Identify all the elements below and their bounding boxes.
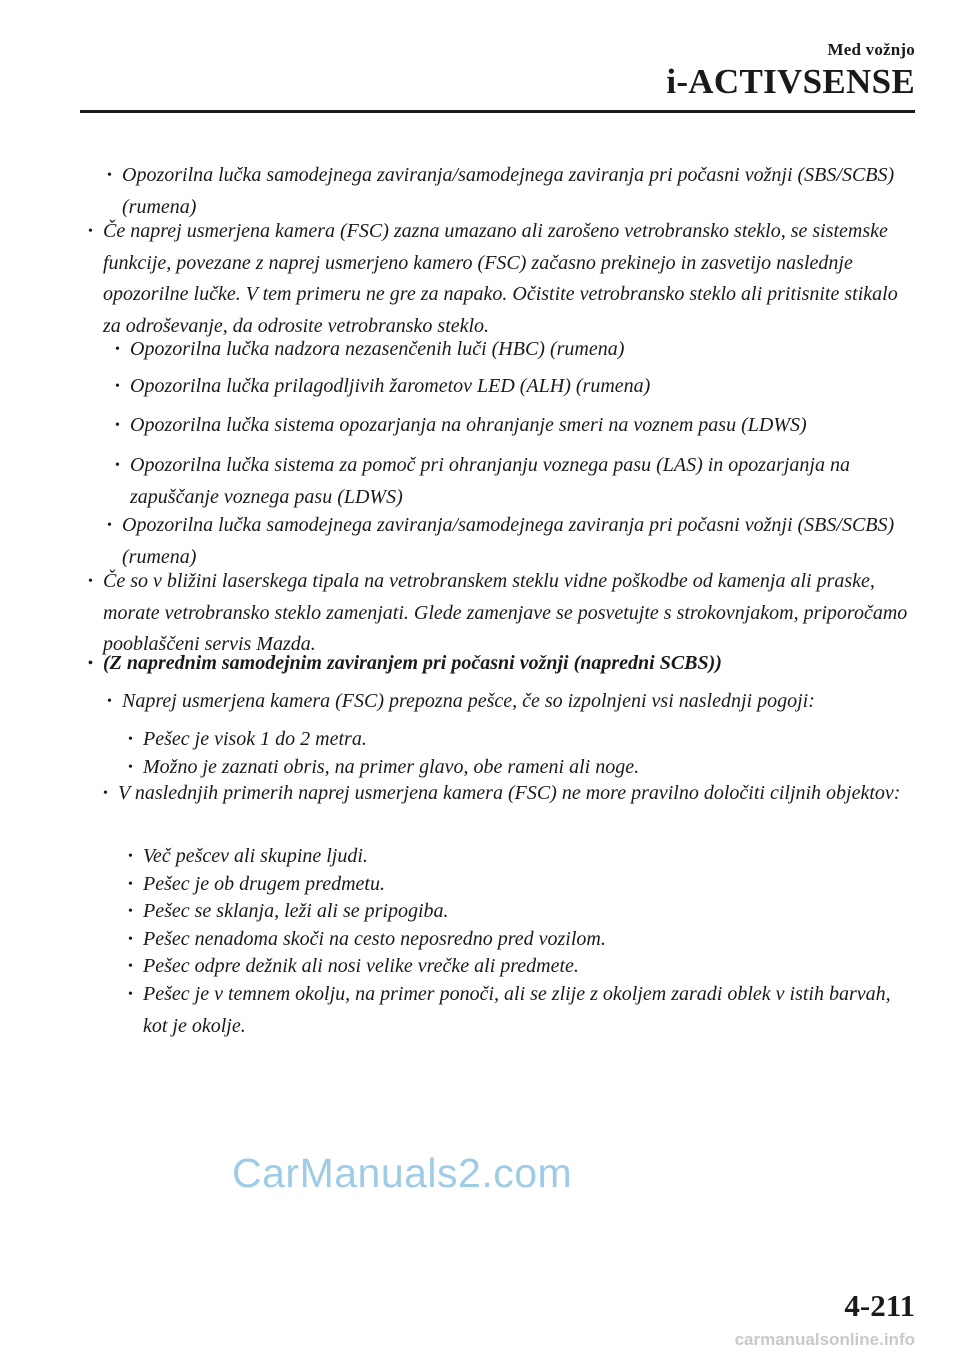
list-item-text: Pešec se sklanja, leži ali se pripogiba. [143,900,449,922]
watermark: CarManuals2.com [232,1150,573,1196]
list-item [107,510,912,573]
list-item-text: Pešec je v temnem okolju, na primer ponoči, ali se zlije z okoljem zaradi oblek v istih barvah, kot je okolje. [143,983,891,1037]
bullet-icon: • [128,877,133,892]
bullet-icon: • [128,732,133,747]
list-item [128,896,913,928]
list-item-text: Pešec je ob drugem predmetu. [143,873,385,895]
section-label: Med vožnjo [827,40,915,59]
bullet-icon: • [107,694,112,709]
list-item [128,841,913,873]
list-item-text: (Z naprednim samodejnim zaviranjem pri počasni vožnji (napredni SCBS)) [103,652,722,674]
list-item [115,410,910,442]
bullet-icon: • [128,760,133,775]
list-item [115,334,910,366]
list-item-text: Opozorilna lučka samodejnega zaviranja/samodejnega zaviranja pri počasni vožnji (SBS/SCBS) (rumena) [122,514,895,568]
bullet-icon: • [88,224,93,239]
bullet-icon: • [88,656,93,671]
bullet-icon: • [103,786,108,801]
list-item [115,450,910,513]
list-item-text: Opozorilna lučka prilagodljivih žarometov LED (ALH) (rumena) [130,375,651,397]
list-item-text: Pešec odpre dežnik ali nosi velike vrečke ali predmete. [143,955,579,977]
list-item-text: Opozorilna lučka samodejnega zaviranja/samodejnega zaviranja pri počasni vožnji (SBS/SCBS) (rumena) [122,164,895,218]
list-item [88,648,913,680]
list-item-text: Pešec nenadoma skoči na cesto neposredno pred vozilom. [143,928,606,950]
list-item-text: Če so v bližini laserskega tipala na vetrobranskem steklu vidne poškodbe od kamenja ali praske, morate vetrobransko steklo zamenjati. Glede zamenjave se posvetujte s strokovnjakom, priporočamo pooblaščeni servis Mazda. [103,570,908,655]
list-item-text: Opozorilna lučka sistema za pomoč pri ohranjanju voznega pasu (LAS) in opozarjanja na zapuščanje voznega pasu (LDWS) [130,454,850,508]
bullet-icon: • [115,458,120,473]
chapter-title: i-ACTIVSENSE [666,62,915,101]
bullet-icon: • [115,342,120,357]
bullet-icon: • [128,987,133,1002]
bullet-icon: • [88,574,93,589]
list-item [128,951,913,983]
list-item [103,778,918,810]
bullet-icon: • [128,849,133,864]
header-rule [80,110,915,113]
bullet-icon: • [115,379,120,394]
bullet-icon: • [128,932,133,947]
list-item [88,216,913,342]
list-item [88,566,913,661]
list-item-text: Pešec je visok 1 do 2 metra. [143,728,367,750]
list-item [115,371,910,403]
list-item-text: Več pešcev ali skupine ljudi. [143,845,368,867]
bullet-icon: • [128,904,133,919]
list-item [107,160,912,223]
list-item-text: Možno je zaznati obris, na primer glavo, obe rameni ali noge. [143,756,640,778]
list-item [107,686,912,718]
list-item-text: Naprej usmerjena kamera (FSC) prepozna pešce, če so izpolnjeni vsi naslednji pogoji: [122,690,815,712]
list-item-text: Če naprej usmerjena kamera (FSC) zazna umazano ali zarošeno vetrobransko steklo, se sistemske funkcije, povezane z naprej usmerjeno kamero (FSC) začasno prekinejo in zasvetijo naslednje opozorilne lučke. V tem primeru ne gre za napako. Očistite vetrobransko steklo ali pritisnite stikalo za odroševanje, da odrosite vetrobransko steklo. [103,220,898,337]
page-number: 4-211 [844,1288,915,1323]
list-item-text: Opozorilna lučka nadzora nezasenčenih luči (HBC) (rumena) [130,338,625,360]
bullet-icon: • [115,418,120,433]
list-item [128,724,913,756]
list-item-text: V naslednjih primerih naprej usmerjena kamera (FSC) ne more pravilno določiti ciljnih objektov: [118,782,901,804]
list-item [128,979,913,1042]
bullet-icon: • [107,518,112,533]
page-header [666,40,915,102]
list-item-text: Opozorilna lučka sistema opozarjanja na ohranjanje smeri na voznem pasu (LDWS) [130,414,807,436]
bullet-icon: • [128,959,133,974]
footer-link[interactable]: carmanualsonline.info [734,1330,915,1349]
bullet-icon: • [107,168,112,183]
